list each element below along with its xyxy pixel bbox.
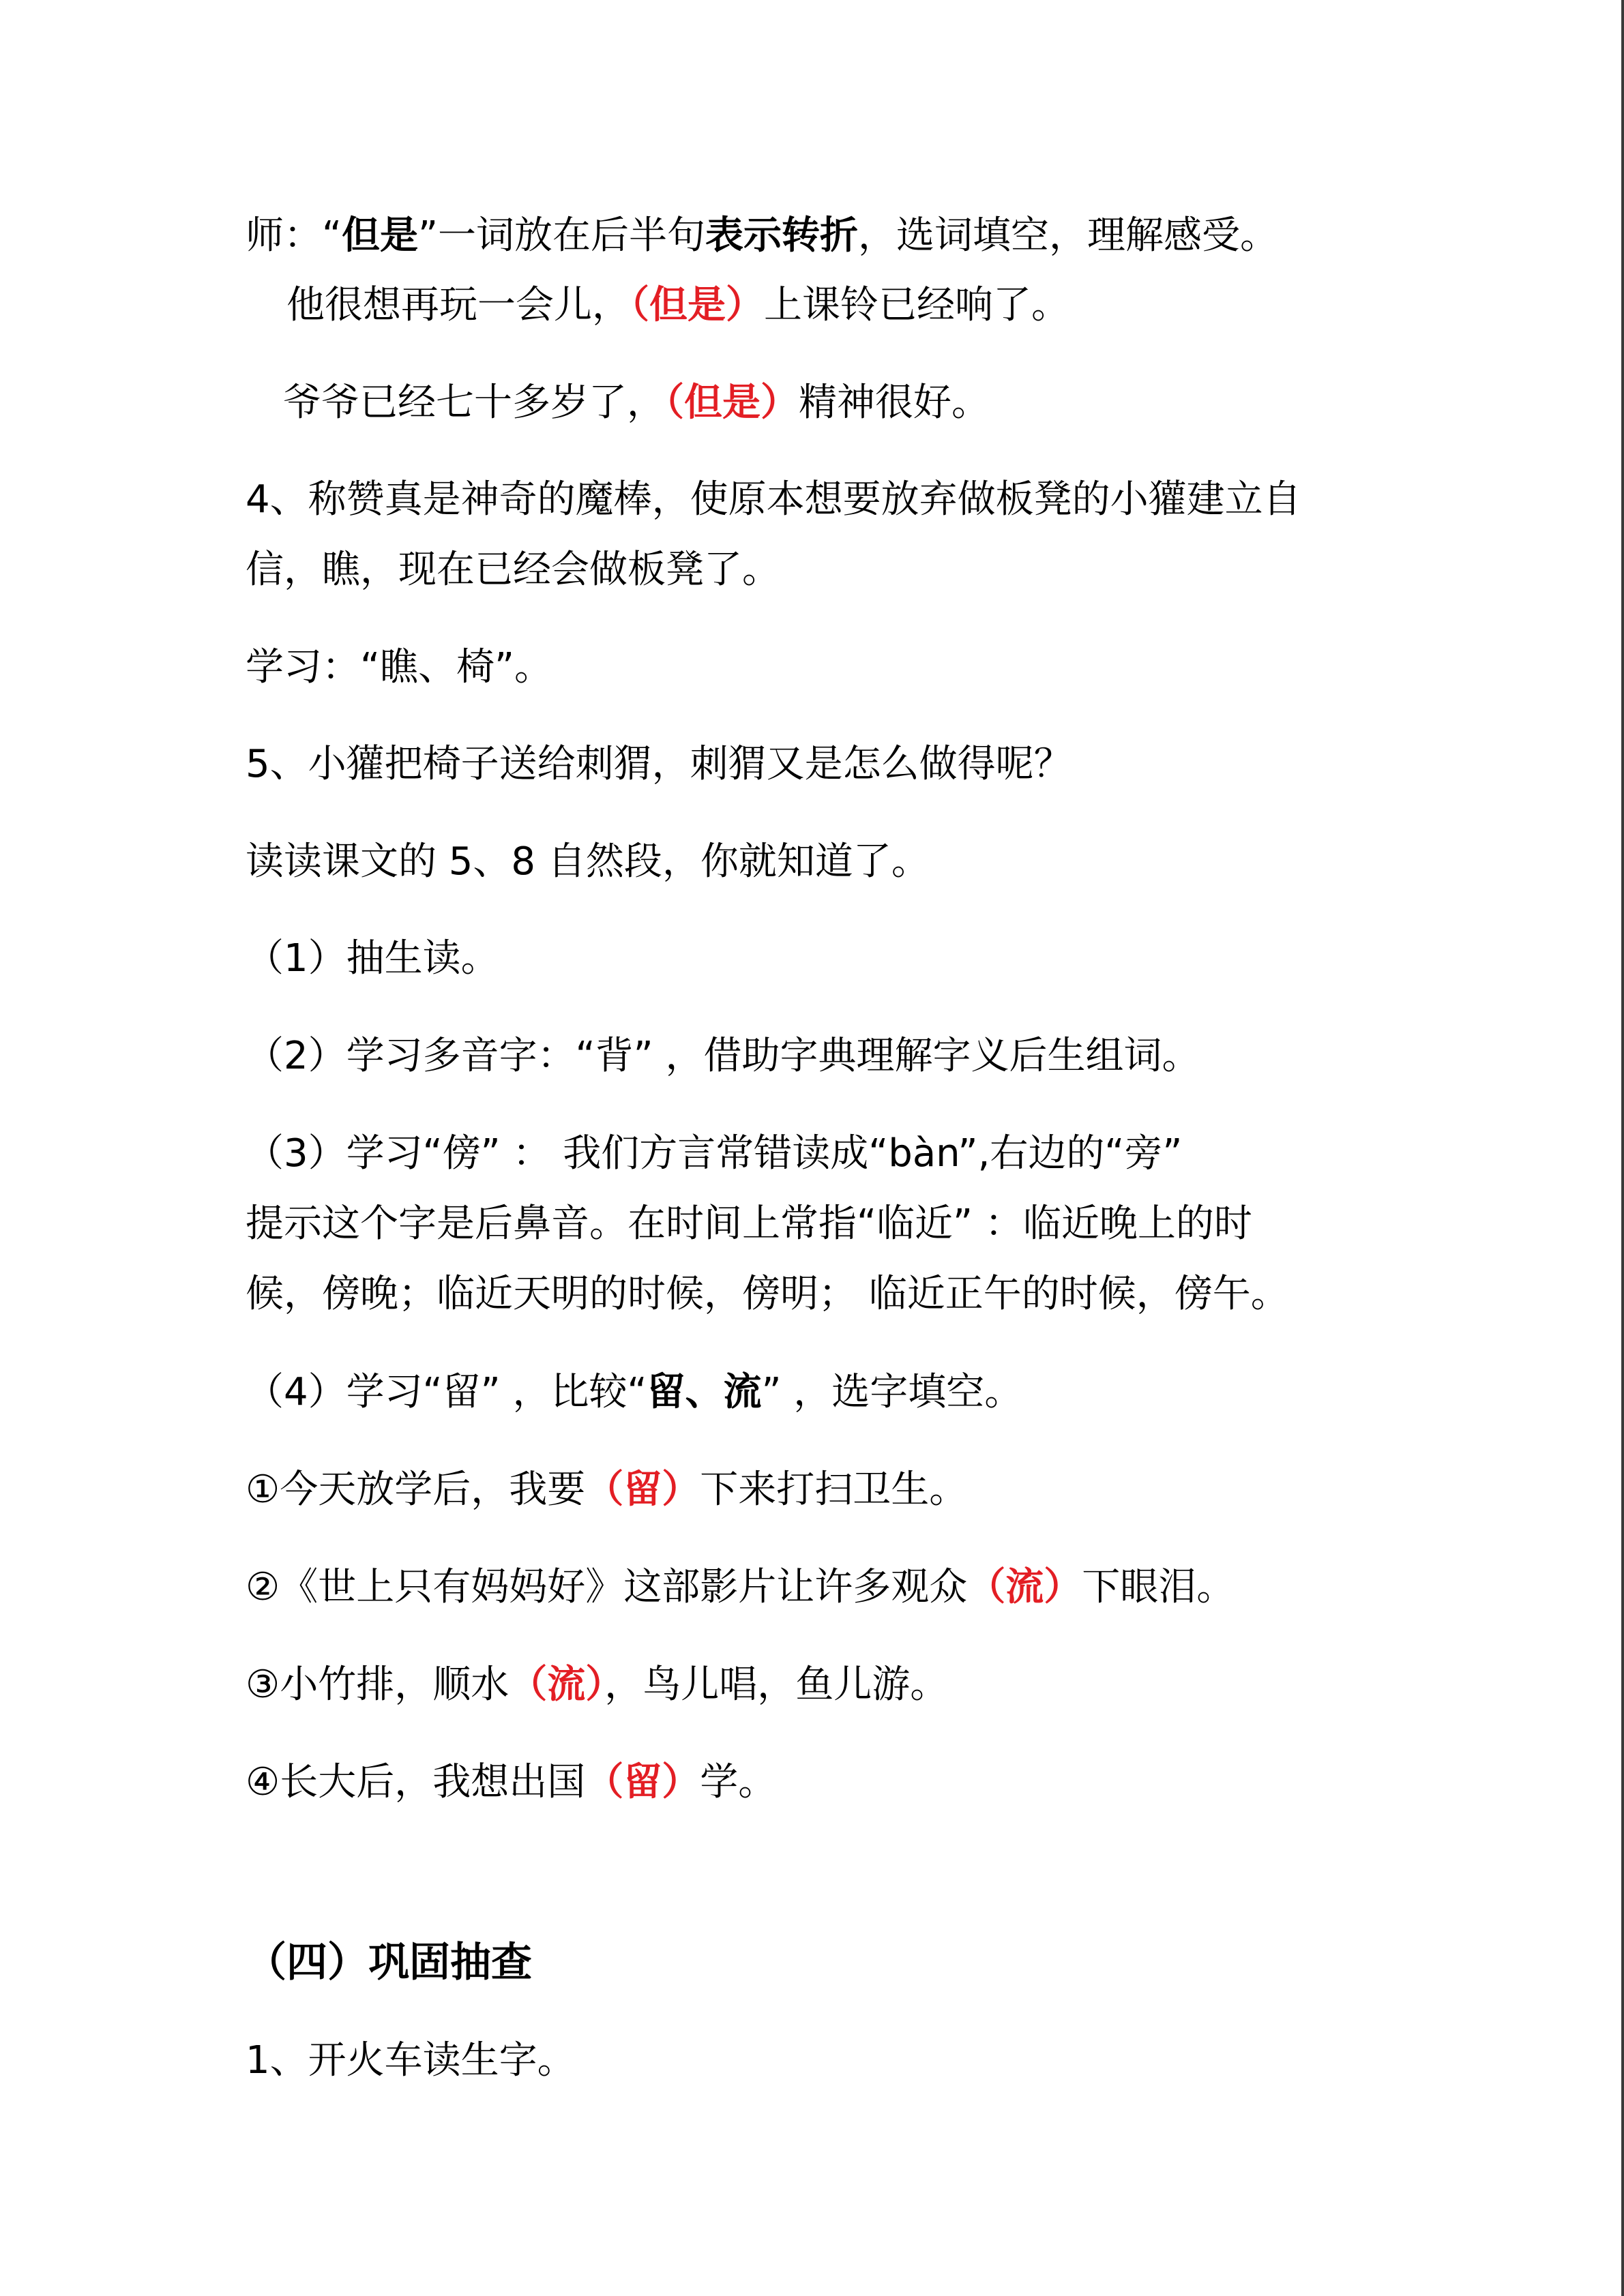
read-instruction: 读读课文的 5、8 自然段，你就知道了。: [246, 839, 930, 884]
step-3-line-3: 候，傍晚；临近天明的时候，傍明； 临近正午的时候，傍午。: [246, 1272, 1289, 1316]
item-5-line: 5、小獾把椅子送给刺猬，刺猬又是怎么做得呢？: [246, 742, 1072, 786]
text-segment: ”一词放在后半句: [418, 213, 706, 258]
fill-sentence-4: [246, 1758, 776, 1807]
bold-phrase: 表示转折: [705, 213, 859, 258]
text-segment: ，鸟儿唱，鱼儿游。: [604, 1663, 949, 1707]
text-segment: 上课铃已经响了。: [764, 283, 1069, 327]
text-segment: 爷爷已经七十多岁了，: [283, 381, 665, 425]
bold-word: 但是: [342, 213, 419, 258]
answer-red: （流）: [967, 1565, 1082, 1609]
answer-red: （但是）: [630, 283, 764, 327]
teacher-line: [246, 211, 1278, 260]
text-segment: ” ，选字填空。: [761, 1370, 1023, 1414]
text-segment: 师：“: [246, 213, 342, 258]
answer-red: （留）: [585, 1760, 700, 1804]
consolidation-item-1: 1、开火车读生字。: [246, 2038, 576, 2083]
text-segment: 他很想再玩一会儿，: [286, 283, 630, 327]
answer-red: （但是）: [665, 381, 799, 425]
item-4-line-2: 信，瞧，现在已经会做板凳了。: [246, 548, 780, 592]
fill-sentence-1: [246, 1465, 967, 1515]
text-segment: 下眼泪。: [1082, 1565, 1235, 1609]
fill-sentence-2: [246, 1563, 1235, 1612]
example-sentence-2: [283, 378, 990, 428]
text-segment: ，选词填空，理解感受。: [858, 213, 1279, 258]
step-1: （1）抽生读。: [246, 936, 499, 981]
text-segment: 精神很好。: [799, 381, 990, 425]
fill-sentence-3: [246, 1660, 948, 1710]
text-segment: ①今天放学后，我要: [246, 1467, 586, 1512]
text-segment: ④长大后，我想出国: [246, 1760, 586, 1804]
text-segment: ②《世上只有妈妈好》这部影片让许多观众: [246, 1565, 968, 1609]
step-3-line-2: 提示这个字是后鼻音。在时间上常指“临近” ：临近晚上的时: [246, 1202, 1252, 1246]
text-segment: ③小竹排，顺水: [246, 1663, 510, 1707]
step-2: （2）学习多音字：“背” ，借助字典理解字义后生组词。: [246, 1034, 1200, 1078]
answer-red: （留）: [585, 1467, 700, 1512]
step-4: [246, 1368, 1022, 1417]
text-segment: （4）学习“留” ，比较“: [246, 1370, 647, 1414]
bold-word: 留、流: [647, 1370, 762, 1414]
step-3-line-1: （3）学习“傍” ： 我们方言常错读成“bàn”,右边的“旁”: [246, 1131, 1183, 1176]
text-segment: 学。: [700, 1760, 777, 1804]
answer-red: （流）: [509, 1663, 605, 1707]
page-edge: [1621, 0, 1624, 2296]
example-sentence-1: [286, 281, 1069, 330]
item-4-line-1: 4、称赞真是神奇的魔棒，使原本想要放弃做板凳的小獾建立自: [246, 477, 1301, 522]
section-heading: （四）巩固抽查: [246, 1939, 532, 1986]
study-chars-line: 学习：“瞧、椅”。: [246, 645, 553, 689]
text-segment: 下来打扫卫生。: [700, 1467, 968, 1512]
